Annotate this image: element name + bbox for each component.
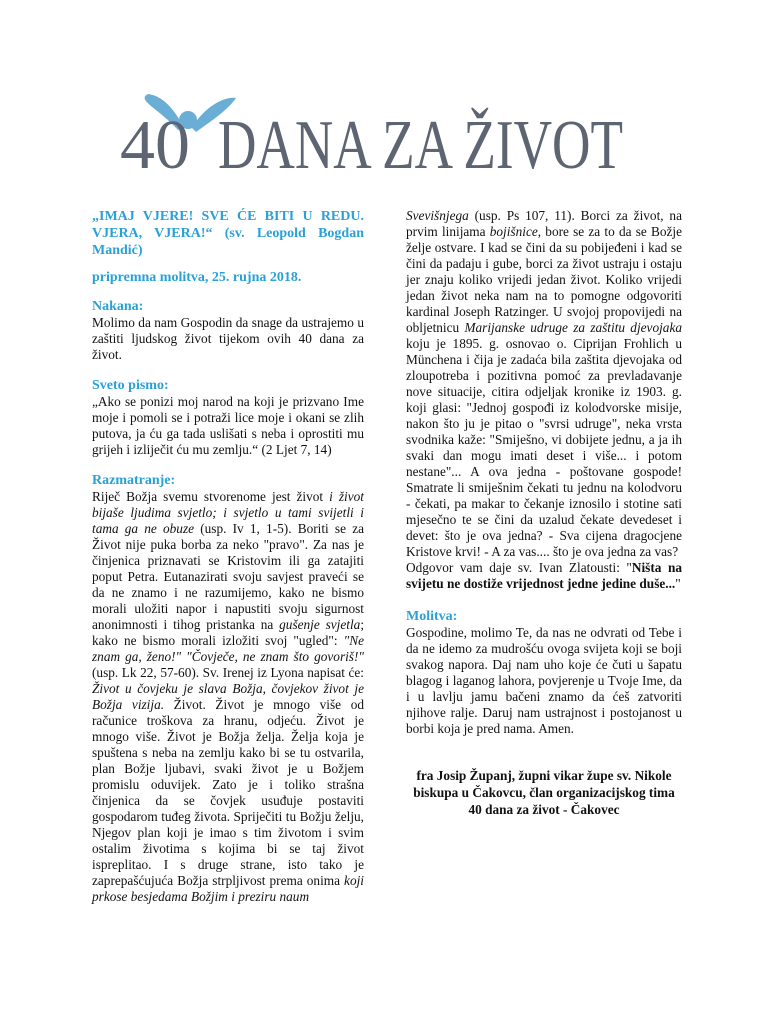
razmatranje-paragraph-3: Odgovor vam daje sv. Ivan Zlatousti: "Ništa na svijetu ne dostiže vrijednost jedne jedine duše...": [406, 560, 683, 591]
page-subtitle: pripremna molitva, 25. rujna 2018.: [92, 270, 302, 285]
nakana-heading: Nakana:: [92, 299, 144, 314]
pismo-heading: Sveto pismo:: [92, 378, 169, 393]
logo-words: DANA ZA ŽIVOT: [218, 107, 623, 184]
razmatranje-paragraph-2: Svevišnjega (usp. Ps 107, 11). Borci za život, na prvim linijama bojišnice, bore se za to da se Božje želje ostvare. I kad se čini da su pobijeđeni i kad se čini da padaju i gube, borci za život ustraju i ostaju jer znaju koliko vrijedi jedan život. Koliko vrijedi jedan život neka nam na to pomogne odgovoriti kardinal Joseph Ratzinger. U svojoj propovijedi na obljetnicu Marijanske udruge za zaštitu djevojaka koju je 1895. g. osnovao o. Ciprijan Frohlich u Münchena i čija je zadaća bila zaštita djevojaka od zloupotreba i pozitivna pomoć za prevladavanje nove situacije, citira odjeljak kronike iz 1903. g. koji glasi: "Jednoj gospođi iz kolodvorske misije, nakon što ju je pitao o "svrsi udruge", neka vrsta svodnika kaže: "Smiješno, vi dobijete jednu, a ja ih svaki dan mogu imati deset i više... i potom nestane"... A ova jedna - poštovane gospode! Smatrate li smiješnim čekati tu jednu na kolodvoru - čekati, pa makar to čekanje iznosilo i stotine sati mjesečno te se čini da uzalud čekate devedeset i devet: što je ova jedna? - Sva cijena dragocjene Kristove krvi! - A za vas.... što je ova jedna za vas?: [406, 208, 682, 559]
logo-graphic: [118, 88, 648, 184]
pismo-text: „Ako se ponizi moj narod na koji je prizvano Ime moje i pomoli se i potraži lice moje i okani se zlih putova, ja ću ga tada uslišati s neba i oprostiti mu grijeh i izliječit ću mu zemlju.“ (2 Ljet 7, 14): [92, 394, 364, 457]
signature: fra Josip Županj, župni vikar župe sv. Nikole biskupa u Čakovcu, član organizacijskog tima 40 dana za život - Čakovec: [413, 768, 675, 817]
logo-number: 40: [120, 107, 190, 184]
nakana-text: Molimo da nam Gospodin da snage da ustrajemo u zaštiti ljudskog život tijekom ovih 40 dana za život.: [92, 315, 364, 362]
right-column: [406, 208, 682, 818]
left-column: [92, 208, 364, 905]
molitva-text: Gospodine, molimo Te, da nas ne odvrati od Tebe i da ne idemo za mudrošću ovoga svijeta koji se boji svakog napora. Daj nam uho koje će čuti u šapatu blagog i laganog lahora, povjerenje u Tvoje Ime, da i u lavlju jamu bačeni znamo da ćeš zatvoriti njihove ralje. Daruj nam ustrajnost i postojanost u borbi koja je pred nama. Amen.: [406, 625, 682, 736]
logo: [118, 88, 648, 184]
razmatranje-paragraph-1: Riječ Božja svemu stvorenome jest život i život bijaše ljudima svjetlo; i svjetlo u tami svijetli i tama ga ne obuze (usp. Iv 1, 1-5). Boriti se za Život nije puka borba za neko "pravo". Za nas je činjenica priznavati se Kristovim ili ga zatajiti poput Petra. Eutanazirati svoju savjest praveći se da ne znamo i ne razumijemo, kako ne bismo morali uložiti napor i napustiti svoju sigurnost anonimnosti i tihog pristanka na gušenje svjetla; kako ne bismo morali izložiti svoj "ugled": "Ne znam ga, ženo!" "Čovječe, ne znam što govoriš!" (usp. Lk 22, 57-60). Sv. Irenej iz Lyona napisat će: Život u čovjeku je slava Božja, čovjekov život je Božja vizija. Život. Život je mnogo više od računice troškova za hranu, odjeću. Život je mnogo više. Život je Božja želja. Želja koja je spuštena s neba na zemlju kako bi se tu ostvarila, plan Božje ljubavi, svaki život je u Božjem promislu oduvijek. Zato je i toliko strašna činjenica da se čovjek usuđuje postaviti gospodarom tuđeg života. Spriječiti tu Božju želju, Njegov plan koji je imao s tim životom i svim ostalim životima s kojima bi se taj život ispreplitao. I s druge strane, isto tako je zaprepašćujuća Božja strpljivost prema onima koji prkose besjedama Božjim i preziru naum: [92, 489, 365, 904]
razmatranje-heading: Razmatranje:: [92, 473, 176, 488]
molitva-heading: Molitva:: [406, 609, 458, 624]
page-title: „IMAJ VJERE! SVE ĆE BITI U REDU. VJERA, VJERA!“ (sv. Leopold Bogdan Mandić): [92, 209, 364, 258]
